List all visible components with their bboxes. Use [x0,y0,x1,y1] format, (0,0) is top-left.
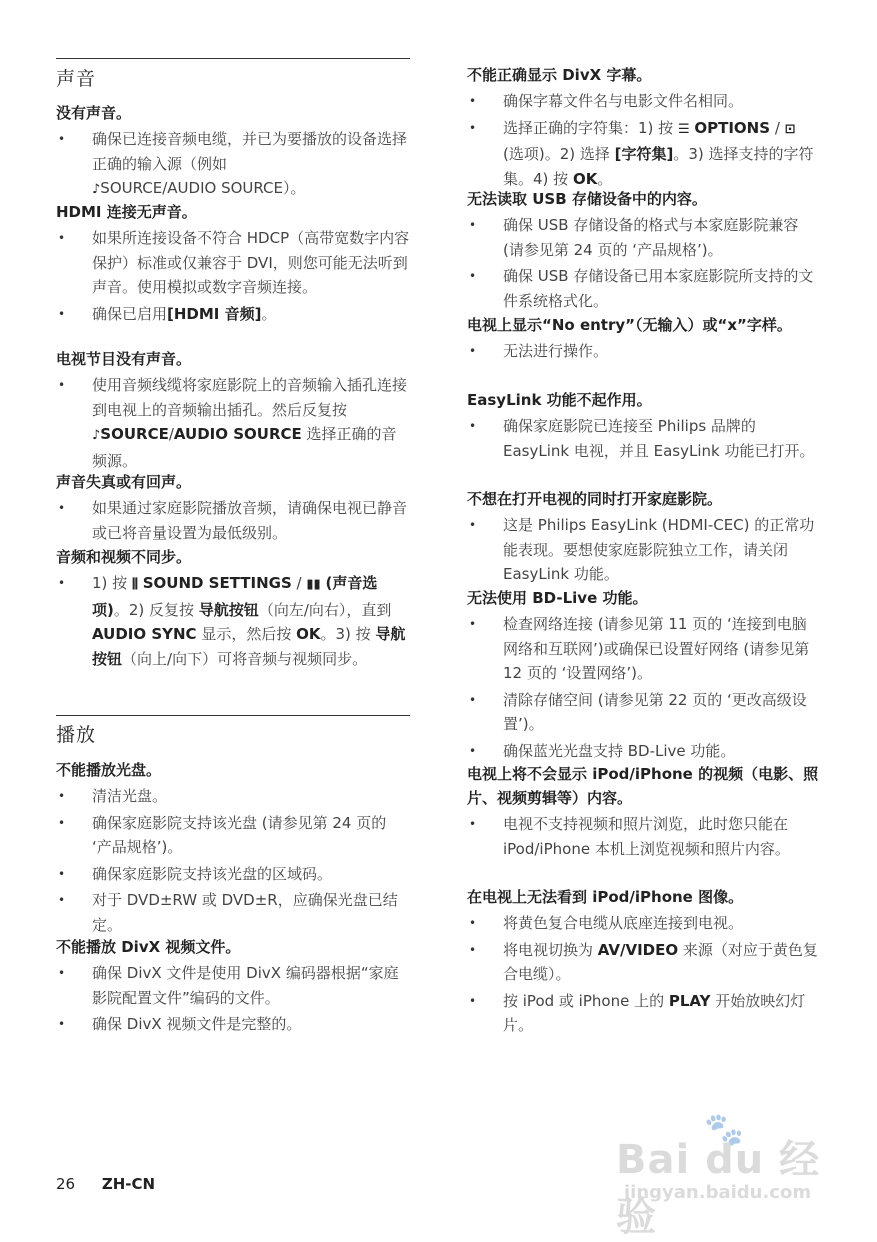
question: 电视节目没有声音。 [56,350,192,368]
question: 没有声音。 [56,104,132,122]
page-footer [56,1175,155,1193]
question: 电视上将不会显示 iPod/iPhone 的视频（电影、照片、视频剪辑等）内容。 [467,765,819,807]
section-rule [56,58,410,59]
bullet-item: • 选择正确的字符集：1) 按 ☰ OPTIONS / ⊡ (选项)。2) 选择 [字符集]。3) 选择支持的字符集。4) 按 OK。 [467,116,819,192]
bullet-item: • 确保字幕文件名与电影文件名相同。 [467,89,819,114]
question: 无法读取 USB 存储设备中的内容。 [467,190,707,208]
bullet-item: • 确保家庭影院已连接至 Philips 品牌的 EasyLink 电视，并且 EasyLink 功能已打开。 [467,414,819,463]
bullet-item: • 按 iPod 或 iPhone 上的 PLAY 开始放映幻灯片。 [467,989,819,1038]
page-number: 26 [56,1175,76,1193]
question: 在电视上无法看到 iPod/iPhone 图像。 [467,888,744,906]
equalizer-icon: ⫼ [131,577,138,592]
faq-no-sound [56,101,410,205]
bullet-item: • 这是 Philips EasyLink (HDMI-CEC) 的正常功能表现。要想使家庭影院独立工作，请关闭 EasyLink 功能。 [467,513,819,587]
bullet-item: • 确保蓝光光盘支持 BD-Live 功能。 [467,739,819,764]
faq-disc-not-play [56,758,410,939]
faq-tv-no-sound [56,347,410,475]
question: 不能正确显示 DivX 字幕。 [467,66,652,84]
bullet-item: • 清除存储空间 (请参见第 22 页的 ‘更改高级设置’)。 [467,688,819,737]
faq-easylink [467,388,819,465]
bullet-item: • 清洁光盘。 [56,784,410,809]
bullet-item: • 将黄色复合电缆从底座连接到电视。 [467,911,819,936]
question: 电视上显示“No entry”（无输入）或“x”字样。 [467,316,792,334]
question: 不能播放 DivX 视频文件。 [56,938,241,956]
music-note-icon: ♪ [92,428,101,443]
bullet-item: • 确保 USB 存储设备的格式与本家庭影院兼容 (请参见第 24 页的 ‘产品规格’)。 [467,213,819,262]
faq-hdmi-no-sound [56,200,410,328]
question: 不能播放光盘。 [56,761,162,779]
question: EasyLink 功能不起作用。 [467,391,652,409]
bullet-item: • 使用音频线缆将家庭影院上的音频输入插孔连接到电视上的音频输出插孔。然后反复按 ♪SOURCE/AUDIO SOURCE 选择正确的音频源。 [56,373,410,473]
bullet-item: • 1) 按 ⫼ SOUND SETTINGS / ▮▮ (声音选项)。2) 反复按 导航按钮（向左/向右），直到 AUDIO SYNC 显示，然后按 OK。3) 按 导航按钮（向上/向下）可将音频与视频同步。 [56,571,410,671]
question: HDMI 连接无声音。 [56,203,197,221]
bullet-item: • 确保已连接音频电缆，并已为要播放的设备选择正确的输入源（例如 ♪SOURCE/AUDIO SOURCE）。 [56,127,410,203]
faq-no-entry [467,313,819,366]
section-rule [56,715,410,716]
bullet-item: • 确保家庭影院支持该光盘 (请参见第 24 页的 ‘产品规格’)。 [56,811,410,860]
question: 无法使用 BD-Live 功能。 [467,589,648,607]
options-menu-icon: ☰ [677,121,690,137]
faq-distortion [56,470,410,547]
faq-usb [467,187,819,315]
bullet-item: • 确保 USB 存储设备已用本家庭影院所支持的文件系统格式化。 [467,264,819,313]
question: 声音失真或有回声。 [56,473,192,491]
baidu-watermark [616,1110,826,1240]
faq-divx-subtitle [467,63,819,193]
question: 不想在打开电视的同时打开家庭影院。 [467,490,723,508]
bullet-item: • 电视不支持视频和照片浏览，此时您只能在 iPod/iPhone 本机上浏览视频和照片内容。 [467,812,819,861]
sound-options-icon: ▮▮ [306,577,321,592]
question: 音频和视频不同步。 [56,548,192,566]
bullet-item: • 无法进行操作。 [467,339,819,364]
bullet-item: • 将电视切换为 AV/VIDEO 来源（对应于黄色复合电缆）。 [467,938,819,987]
faq-ipod-video [467,762,819,863]
faq-auto-power [467,487,819,589]
bullet-item: • 确保家庭影院支持该光盘的区域码。 [56,862,410,887]
bullet-item: • 对于 DVD±RW 或 DVD±R，应确保光盘已结定。 [56,888,410,937]
section-title-sound: 声音 [56,68,97,90]
bullet-item: • 确保已启用[HDMI 音频]。 [56,302,410,327]
faq-divx-not-play [56,935,410,1039]
faq-av-sync [56,545,410,673]
bullet-item: • 确保 DivX 视频文件是完整的。 [56,1012,410,1037]
language-code: ZH-CN [101,1175,156,1193]
watermark-logo: Bai du 经验 [616,1137,821,1240]
faq-bd-live [467,586,819,765]
bullet-item: • 确保 DivX 文件是使用 DivX 编码器根据“家庭影院配置文件”编码的文件。 [56,961,410,1010]
music-note-icon: ♪ [92,182,101,197]
watermark-url: jingyan.baidu.com [624,1182,812,1203]
paw-icon: 🐾 [704,1110,744,1148]
section-title-playback: 播放 [56,724,97,746]
bullet-item: • 如果通过家庭影院播放音频，请确保电视已静音或已将音量设置为最低级别。 [56,496,410,545]
bullet-item: • 检查网络连接 (请参见第 11 页的 ‘连接到电脑网络和互联网’)或确保已设置好网络 (请参见第 12 页的 ‘设置网络’)。 [467,612,819,686]
bullet-item: • 如果所连接设备不符合 HDCP（高带宽数字内容保护）标准或仅兼容于 DVI，则您可能无法听到声音。使用模拟或数字音频连接。 [56,226,410,300]
options-icon: ⊡ [784,121,796,137]
faq-ipod-image [467,885,819,1040]
